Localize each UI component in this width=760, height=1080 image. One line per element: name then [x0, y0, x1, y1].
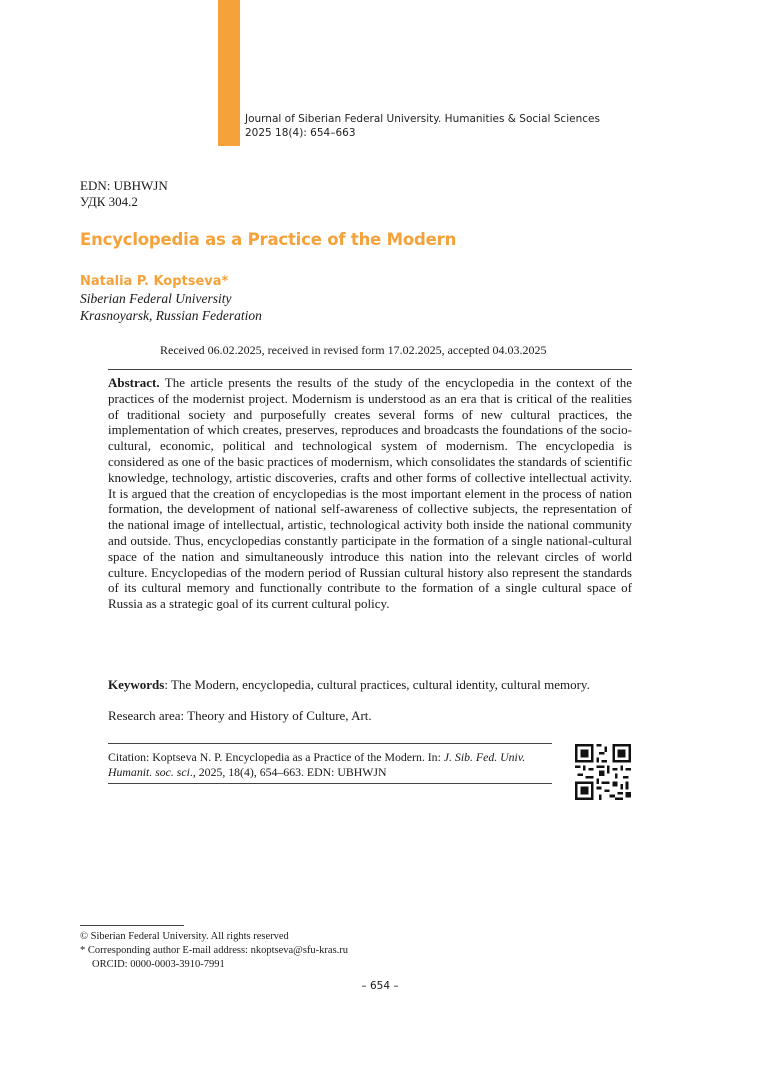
edn-code: EDN: UBHWJN — [80, 178, 168, 193]
footnotes — [80, 930, 348, 972]
author-name: Natalia P. Koptseva* — [80, 274, 229, 289]
identifiers — [80, 178, 168, 210]
citation-text: Citation: Koptseva N. P. Encyclopedia as a Practice of the Modern. In: — [108, 750, 444, 764]
copyright-note: © Siberian Federal University. All rights reserved — [80, 931, 289, 942]
citation-top-rule — [108, 743, 552, 744]
journal-header — [245, 112, 600, 140]
abstract-text: The article presents the results of the study of the encyclopedia in the context of the practices of the modernist project. Modernism is understood as an era that is critical of the realities of traditional society and purposefully creates several forms of new cultural practices, the implementation of which creates, preserves, reproduces and broadcasts the foundations of the socio-cultural, economic, political and technological system of modernism. The encyclopedia is considered as one of the basic practices of modernism, which consolidates the standards of scientific knowledge, technology, artistic discoveries, crafts and other forms of collective intellectual activity. It is argued that the creation of encyclopedias is the most important element in the process of nation formation, the development of national self-awareness of collective subjects, the representation of the national image of intellectual, artistic, technological activity both inside the national community and outside. Thus, encyclopedias constantly participate in the formation of a single national-cultural space of the nation and simultaneously introduce this nation into the relevant circles of world culture. Encyclopedias of the modern period of Russian cultural history also represent the standards of its cultural memory and functionally contribute to the formation of a single cultural space of Russia as a strategic goal of its current cultural policy. — [108, 375, 632, 612]
research-area: Research area: Theory and History of Culture, Art. — [108, 708, 372, 723]
orcid-note: ORCID: 0000-0003-3910-7991 — [92, 959, 225, 970]
citation-details: ., 2025, 18(4), 654–663. EDN: UBHWJN — [189, 765, 387, 779]
abstract — [108, 375, 632, 612]
citation-bottom-rule — [108, 783, 552, 784]
header-accent-bar — [218, 0, 240, 146]
affiliation — [80, 290, 262, 324]
abstract-top-rule — [108, 369, 632, 370]
received-dates: Received 06.02.2025, received in revised form 17.02.2025, accepted 04.03.2025 — [160, 343, 547, 357]
article-title: Encyclopedia as a Practice of the Modern — [80, 230, 457, 249]
keywords — [108, 677, 648, 693]
journal-issue: 2025 18(4): 654–663 — [245, 127, 356, 139]
affiliation-university: Siberian Federal University — [80, 291, 232, 306]
corresponding-author-note: * Corresponding author E-mail address: nkoptseva@sfu-kras.ru — [80, 945, 349, 956]
keywords-text: : The Modern, encyclopedia, cultural practices, cultural identity, cultural memory. — [164, 677, 590, 692]
keywords-label: Keywords — [108, 677, 165, 692]
footnote-rule — [80, 925, 184, 926]
page-number: – 654 – — [361, 980, 399, 992]
journal-name: Journal of Siberian Federal University. Humanities & Social Sciences — [245, 113, 600, 125]
citation-journal: J. Sib. Fed. Univ. Humanit. soc. sci — [108, 750, 526, 779]
abstract-label: Abstract. — [108, 375, 160, 390]
qr-code-icon[interactable] — [575, 744, 631, 800]
affiliation-location: Krasnoyarsk, Russian Federation — [80, 308, 262, 323]
citation — [108, 750, 556, 780]
udk-code: УДК 304.2 — [80, 194, 138, 209]
